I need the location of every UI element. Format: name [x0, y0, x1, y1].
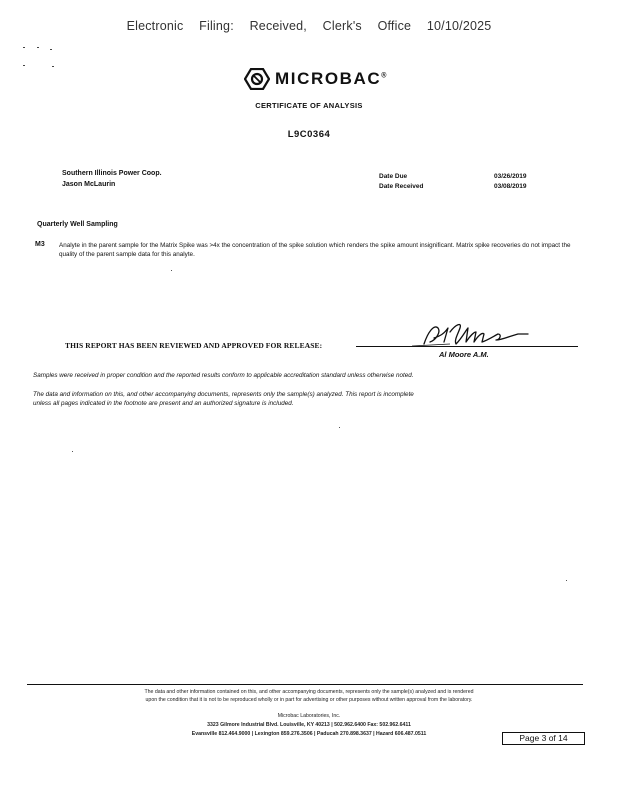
scan-speck [52, 66, 54, 67]
footer-disclaimer-2: upon the condition that it is not to be reproduced wholly or in part for advertising or other purposes without written approval from the laboratory. [145, 697, 473, 703]
data-note-line-2: unless all pages indicated in the footnote are present and an authorized signature is included. [33, 400, 294, 407]
efiling-word: Office [377, 19, 412, 33]
approval-statement: THIS REPORT HAS BEEN REVIEWED AND APPROVED FOR RELEASE: [65, 341, 323, 350]
microbac-logo-icon [244, 68, 270, 90]
signer-name: Al Moore A.M. [439, 350, 489, 359]
client-contact: Jason McLaurin [62, 181, 116, 188]
footer-branches: Evansville 812.464.9000 | Lexington 859.276.3506 | Paducah 270.898.3637 | Hazard 606.487.0511 [191, 731, 427, 737]
scan-speck [23, 47, 25, 48]
company-logo [244, 66, 386, 92]
efiling-word: Clerk's [322, 19, 362, 33]
date-due-label: Date Due [379, 173, 408, 180]
efiling-word: Received, [249, 19, 307, 33]
scan-speck [50, 49, 52, 50]
condition-note: Samples were received in proper condition and the reported results conform to applicable accreditation standard unless otherwise noted. [33, 372, 414, 379]
scan-speck [171, 270, 172, 271]
scan-speck [339, 427, 340, 428]
certificate-title: CERTIFICATE OF ANALYSIS [255, 101, 363, 110]
qualifier-text: Analyte in the parent sample for the Matrix Spike was >4x the concentration of the spike solution which renders the spike amount insignificant. Matrix spike recoveries do not impact the quality of the parent sample data for this analyte. [59, 242, 571, 258]
footer-rule [27, 684, 583, 685]
efiling-word: Electronic [126, 19, 184, 33]
footer-company: Microbac Laboratories, Inc. [277, 713, 341, 719]
client-name: Southern Illinois Power Coop. [62, 170, 162, 177]
signature-image [410, 318, 538, 348]
efiling-date: 10/10/2025 [426, 19, 492, 33]
scan-speck [566, 580, 567, 581]
efiling-word: Filing: [199, 19, 234, 33]
date-due-value: 03/26/2019 [494, 173, 527, 180]
footer-disclaimer-1: The data and other information contained on this, and other accompanying documents, represents only the sample(s) analyzed and is rendered [144, 689, 474, 695]
date-received-label: Date Received [379, 183, 424, 190]
section-title: Quarterly Well Sampling [37, 221, 118, 228]
footer-address: 3323 Gilmore Industrial Blvd. Louisville, KY 40213 | 502.962.6400 Fax: 502.962.6411 [207, 722, 411, 728]
scan-speck [23, 65, 25, 66]
scan-speck [72, 451, 73, 452]
logo-wordmark: MICROBAC® [275, 69, 387, 88]
page-number: Page 3 of 14 [502, 732, 585, 745]
qualifier-code: M3 [35, 241, 45, 248]
data-note-line-1: The data and information on this, and other accompanying documents, represents only the sample(s) analyzed. This report is incomplete [33, 391, 414, 398]
efiling-stamp [0, 19, 618, 33]
scan-speck [37, 47, 39, 48]
date-received-value: 03/08/2019 [494, 183, 527, 190]
lab-id: L9C0364 [287, 129, 331, 140]
